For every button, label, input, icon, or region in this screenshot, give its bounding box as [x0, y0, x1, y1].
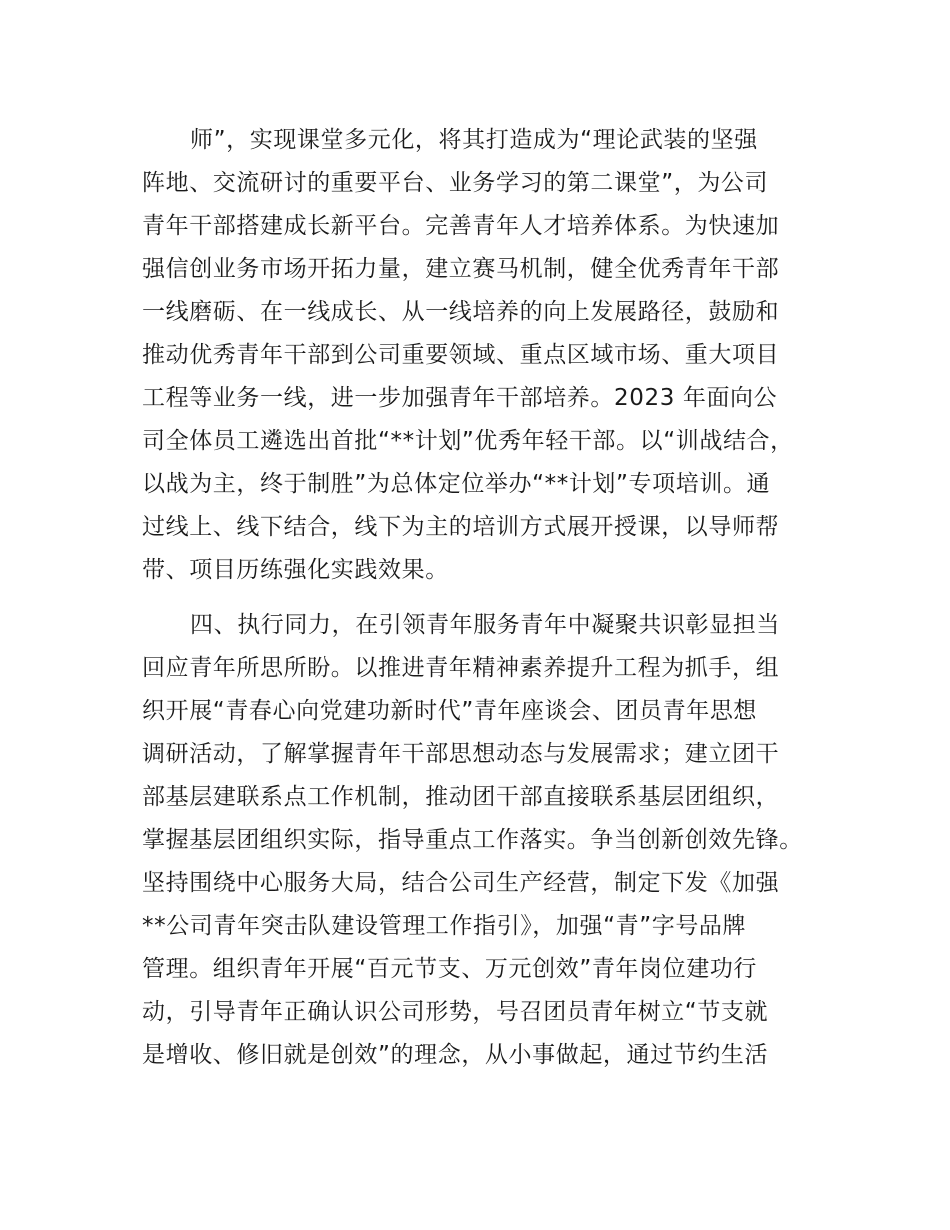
text-line: 坚持围绕中心服务大局，结合公司生产经营，制定下发《加强: [142, 870, 780, 896]
text-line: 是增收、修旧就是创效”的理念，从小事做起，通过节约生活: [142, 1042, 769, 1068]
text-line: 推动优秀青年干部到公司重要领域、重点区域市场、重大项目: [142, 342, 780, 368]
text-line: 动，引导青年正确认识公司形势，号召团员青年树立“节支就: [142, 999, 769, 1025]
text-line: 部基层建联系点工作机制，推动团干部直接联系基层团组织，: [142, 784, 780, 810]
text-line: **公司青年突击队建设管理工作指引》，加强“青”字号品牌: [142, 913, 747, 939]
text-line: 青年干部搭建成长新平台。完善青年人才培养体系。为快速加: [142, 213, 780, 239]
text-line: 调研活动，了解掌握青年干部思想动态与发展需求；建立团干: [142, 741, 780, 767]
text-line: 过线上、线下结合，线下为主的培训方式展开授课，以导师帮: [142, 514, 780, 540]
text-line: 阵地、交流研讨的重要平台、业务学习的第二课堂”，为公司: [142, 170, 769, 196]
text-line: 司全体员工遴选出首批“**计划”优秀年轻干部。以“训战结合，: [142, 428, 794, 454]
text-line: 工程等业务一线，进一步加强青年干部培养。2023 年面向公: [142, 385, 778, 411]
text-line: 管理。组织青年开展“百元节支、万元创效”青年岗位建功行: [142, 956, 758, 982]
section-heading-line: 四、执行同力，在引领青年服务青年中凝聚共识彰显担当: [190, 612, 780, 638]
text-line: 回应青年所思所盼。以推进青年精神素养提升工程为抓手，组: [142, 655, 780, 681]
text-line: 掌握基层团组织实际，指导重点工作落实。争当创新创效先锋。: [142, 827, 803, 853]
text-line: 以战为主，终于制胜”为总体定位举办“**计划”专项培训。通: [142, 471, 771, 497]
text-line: 强信创业务市场开拓力量，建立赛马机制，健全优秀青年干部: [142, 256, 780, 282]
text-line: 织开展“青春心向党建功新时代”青年座谈会、团员青年思想: [142, 698, 758, 724]
text-line: 一线磨砺、在一线成长、从一线培养的向上发展路径，鼓励和: [142, 299, 780, 325]
text-line: 带、项目历练强化实践效果。: [142, 557, 449, 583]
text-line: 师”，实现课堂多元化，将其打造成为“理论武装的坚强: [190, 127, 758, 153]
